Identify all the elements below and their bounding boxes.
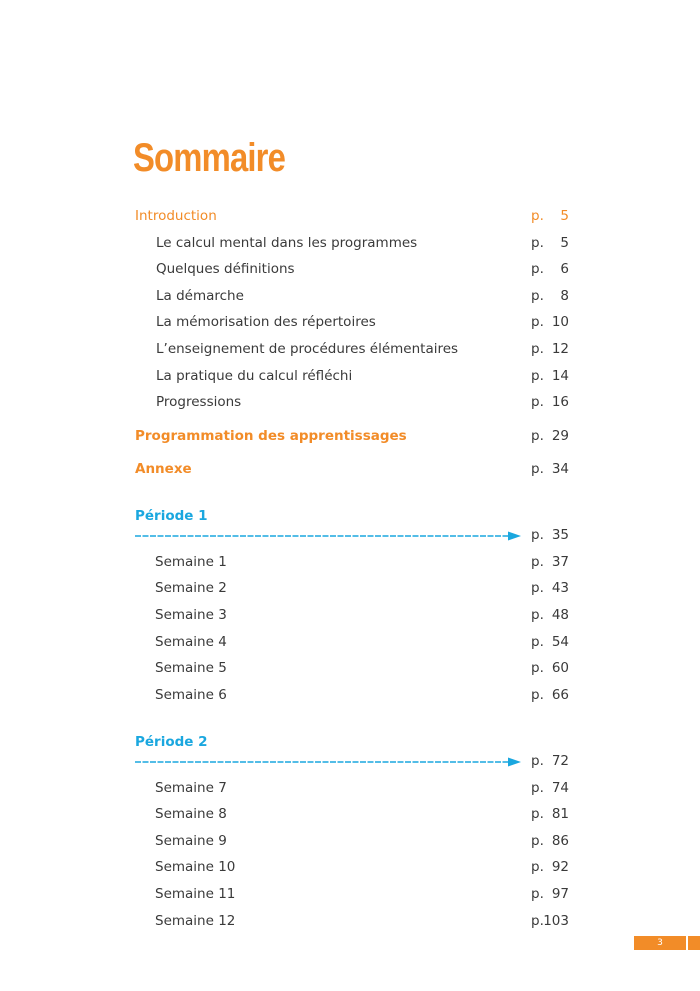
toc-page-number: 103 (543, 913, 569, 929)
toc-entry[interactable] (0, 339, 700, 359)
toc-page-number: 12 (551, 341, 569, 357)
toc-entry-week[interactable] (0, 884, 700, 904)
toc-entry-label: La pratique du calcul réfléchi (156, 368, 353, 384)
toc-entry-label: Semaine 10 (155, 859, 236, 875)
periode-2-heading[interactable]: Période 2 (135, 734, 208, 750)
toc-page-number: 5 (560, 235, 569, 251)
toc-page-prefix: p. (531, 288, 544, 304)
page-title: Sommaire (133, 136, 286, 180)
footer-divider (686, 936, 688, 950)
toc-entry-label: La démarche (156, 288, 244, 304)
toc-entry-label: Semaine 7 (155, 780, 227, 796)
toc-entry-week[interactable] (0, 778, 700, 798)
toc-entry[interactable] (0, 286, 700, 306)
toc-entry-week[interactable] (0, 911, 700, 931)
toc-page-prefix: p. (531, 235, 544, 251)
toc-entry-introduction[interactable] (0, 206, 700, 226)
toc-page-number: 97 (551, 886, 569, 902)
toc-entry-label: Semaine 1 (155, 554, 227, 570)
toc-entry-periode-1-page[interactable] (0, 525, 700, 545)
toc-page-number: 34 (551, 461, 569, 477)
toc-page-prefix: p. (531, 806, 544, 822)
toc-page-number: 54 (551, 634, 569, 650)
toc-page-prefix: p. (531, 687, 544, 703)
toc-entry-label: Semaine 11 (155, 886, 236, 902)
toc-page-prefix: p. (531, 341, 544, 357)
toc-entry-week[interactable] (0, 831, 700, 851)
toc-entry-label: Programmation des apprentissages (135, 428, 407, 444)
toc-page-number: 72 (551, 753, 569, 769)
toc-page-prefix: p. (531, 461, 544, 477)
toc-entry-week[interactable] (0, 658, 700, 678)
toc-entry-label: Annexe (135, 461, 192, 477)
toc-page-number: 29 (551, 428, 569, 444)
toc-page-prefix: p. (531, 634, 544, 650)
toc-entry-label: Semaine 12 (155, 913, 236, 929)
toc-entry-week[interactable] (0, 632, 700, 652)
toc-entry[interactable] (0, 259, 700, 279)
footer-page-number: 3 (657, 938, 663, 948)
toc-entry-label: Semaine 5 (155, 660, 227, 676)
toc-page-prefix: p. (531, 886, 544, 902)
toc-entry-label: Semaine 3 (155, 607, 227, 623)
toc-page-number: 86 (551, 833, 569, 849)
toc-entry-annexe[interactable] (0, 459, 700, 479)
toc-entry[interactable] (0, 392, 700, 412)
toc-page-number: 16 (551, 394, 569, 410)
toc-page-number: 66 (551, 687, 569, 703)
toc-entry-week[interactable] (0, 578, 700, 598)
toc-page-prefix: p. (531, 833, 544, 849)
toc-page-number: 35 (551, 527, 569, 543)
toc-entry-label: Semaine 6 (155, 687, 227, 703)
toc-page-prefix: p. (531, 580, 544, 596)
toc-entry-label: Progressions (156, 394, 242, 410)
toc-page-prefix: p. (531, 314, 544, 330)
toc-page-prefix: p. (531, 527, 544, 543)
toc-entry-label: Semaine 2 (155, 580, 227, 596)
toc-page-number: 8 (560, 288, 569, 304)
toc-page-prefix: p. (531, 780, 544, 796)
toc-page-number: 37 (551, 554, 569, 570)
toc-entry-week[interactable] (0, 685, 700, 705)
toc-entry[interactable] (0, 366, 700, 386)
toc-entry-week[interactable] (0, 605, 700, 625)
toc-page-number: 92 (551, 859, 569, 875)
toc-page-prefix: p. (531, 753, 544, 769)
toc-entry-label: Semaine 4 (155, 634, 227, 650)
toc-page-number: 14 (551, 368, 569, 384)
toc-page-number: 5 (560, 208, 569, 224)
toc-entry-programmation[interactable] (0, 426, 700, 446)
toc-entry-label: L’enseignement de procédures élémentaires (156, 341, 459, 357)
toc-entry[interactable] (0, 233, 700, 253)
toc-page-prefix: p. (531, 913, 544, 929)
toc-page-prefix: p. (531, 368, 544, 384)
periode-1-heading[interactable]: Période 1 (135, 508, 208, 524)
toc-page-number: 81 (551, 806, 569, 822)
toc-entry-label: Quelques définitions (156, 261, 295, 277)
toc-entry-periode-2-page[interactable] (0, 751, 700, 771)
toc-entry-label: La mémorisation des répertoires (156, 314, 376, 330)
toc-entry-week[interactable] (0, 552, 700, 572)
toc-page-prefix: p. (531, 859, 544, 875)
toc-page-number: 74 (551, 780, 569, 796)
toc-page-prefix: p. (531, 261, 544, 277)
toc-page-prefix: p. (531, 428, 544, 444)
toc-entry-label: Le calcul mental dans les programmes (156, 235, 418, 251)
toc-page-number: 6 (560, 261, 569, 277)
toc-page-number: 60 (551, 660, 569, 676)
toc-page-number: 10 (551, 314, 569, 330)
toc-entry-label: Introduction (135, 208, 217, 224)
toc-page-prefix: p. (531, 394, 544, 410)
toc-page-number: 43 (551, 580, 569, 596)
toc-entry-label: Semaine 9 (155, 833, 227, 849)
toc-entry[interactable] (0, 312, 700, 332)
toc-page-prefix: p. (531, 660, 544, 676)
toc-entry-week[interactable] (0, 857, 700, 877)
toc-page-prefix: p. (531, 607, 544, 623)
toc-page-number: 48 (551, 607, 569, 623)
toc-page-prefix: p. (531, 554, 544, 570)
toc-entry-week[interactable] (0, 804, 700, 824)
toc-entry-label: Semaine 8 (155, 806, 227, 822)
toc-page-prefix: p. (531, 208, 544, 224)
